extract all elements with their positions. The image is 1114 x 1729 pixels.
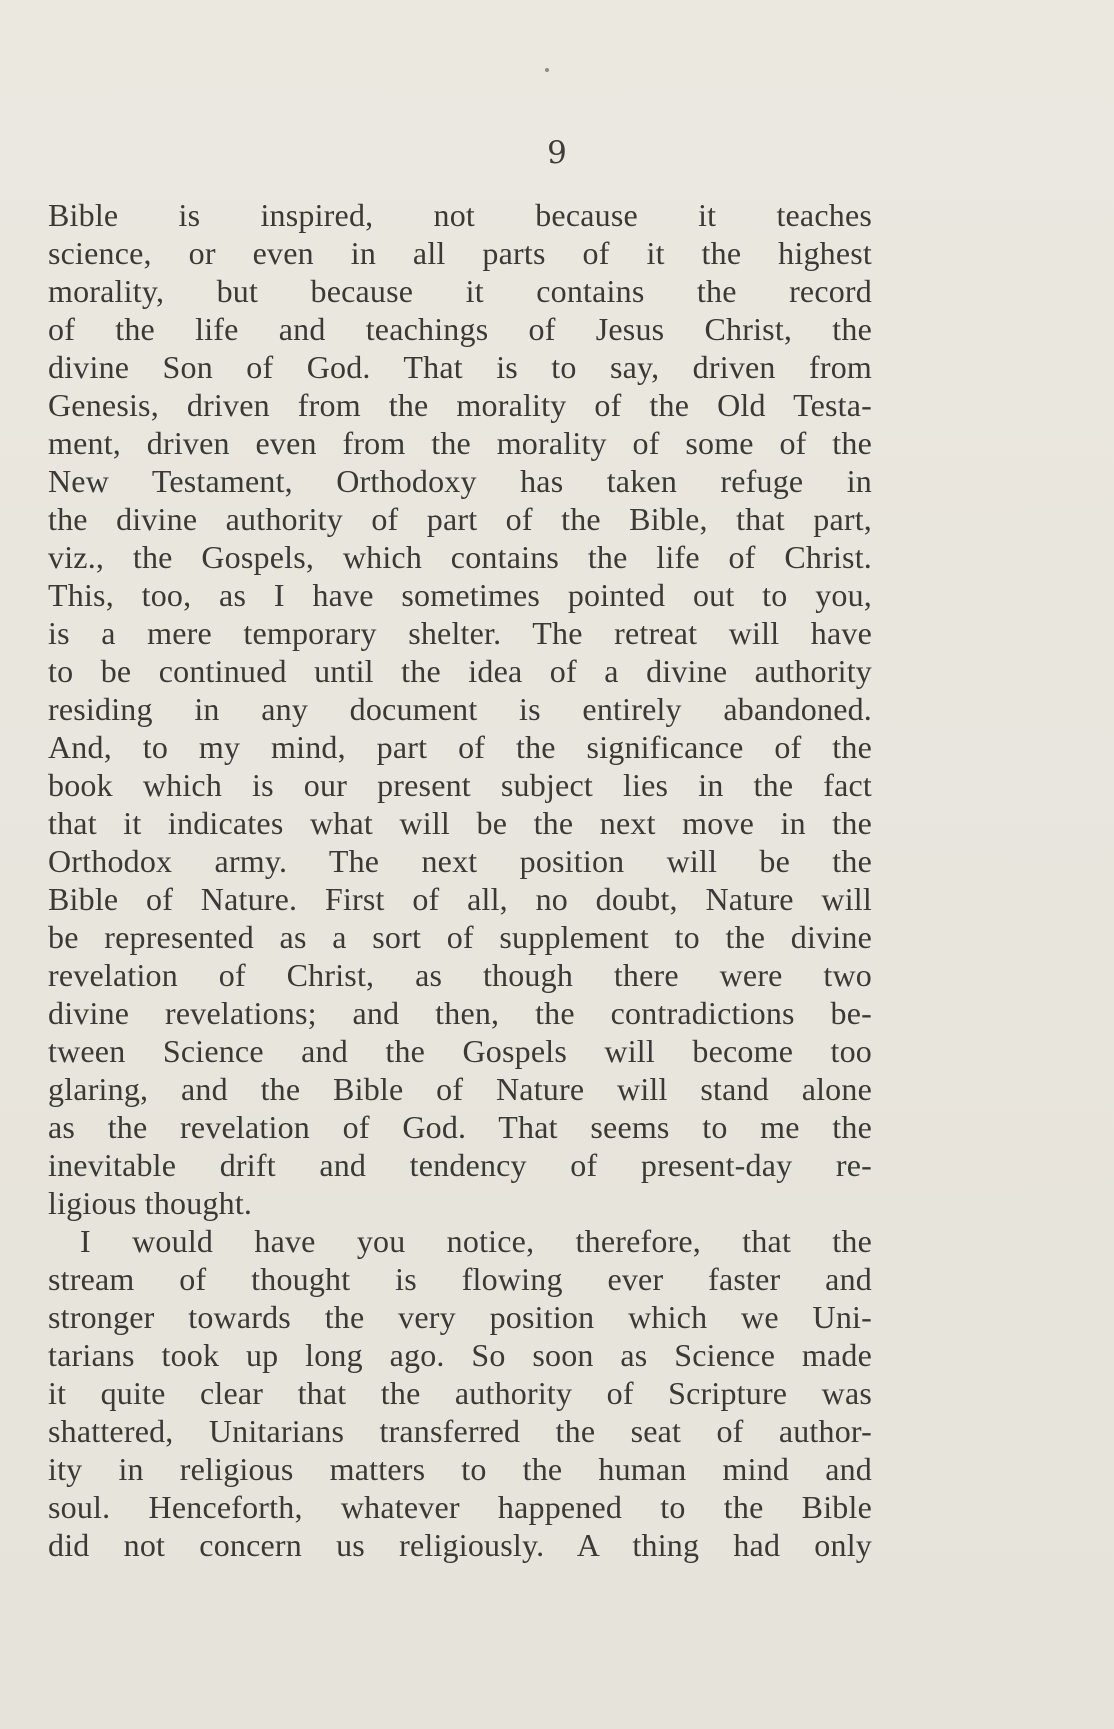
- text-line: to be continued until the idea of a divine authority: [48, 653, 872, 689]
- text-line: ligious thought.: [48, 1185, 253, 1221]
- body-text: [48, 196, 872, 1564]
- text-line: morality, but because it contains the record: [48, 273, 872, 309]
- paragraph-1: [48, 196, 872, 1222]
- text-line: did not concern us religiously. A thing had only: [48, 1527, 872, 1563]
- text-line: book which is our present subject lies in the fact: [48, 767, 872, 803]
- text-line: soul. Henceforth, whatever happened to the Bible: [48, 1489, 872, 1525]
- text-line: ment, driven even from the morality of some of the: [48, 425, 872, 461]
- text-line: of the life and teachings of Jesus Christ, the: [48, 311, 872, 347]
- text-line: I would have you notice, therefore, that the: [80, 1223, 872, 1259]
- text-line: Bible of Nature. First of all, no doubt, Nature will: [48, 881, 872, 917]
- text-line: inevitable drift and tendency of present-day re-: [48, 1147, 872, 1183]
- text-line: revelation of Christ, as though there were two: [48, 957, 872, 993]
- text-line: be represented as a sort of supplement to the divine: [48, 919, 872, 955]
- text-line: stronger towards the very position which we Uni-: [48, 1299, 872, 1335]
- text-line: residing in any document is entirely abandoned.: [48, 691, 872, 727]
- text-line: This, too, as I have sometimes pointed out to you,: [48, 577, 872, 613]
- text-line: the divine authority of part of the Bible, that part,: [48, 501, 872, 537]
- text-line: New Testament, Orthodoxy has taken refuge in: [48, 463, 872, 499]
- text-line: it quite clear that the authority of Scripture was: [48, 1375, 872, 1411]
- paragraph-2: [48, 1222, 872, 1564]
- text-line: divine Son of God. That is to say, driven from: [48, 349, 872, 385]
- page-number: 9: [547, 135, 567, 171]
- text-line: And, to my mind, part of the significance of the: [48, 729, 872, 765]
- text-line: science, or even in all parts of it the highest: [48, 235, 872, 271]
- text-line: tween Science and the Gospels will become too: [48, 1033, 872, 1069]
- text-line: as the revelation of God. That seems to me the: [48, 1109, 872, 1145]
- text-line: ity in religious matters to the human mind and: [48, 1451, 872, 1487]
- text-line: Bible is inspired, not because it teaches: [48, 197, 872, 233]
- text-line: that it indicates what will be the next move in the: [48, 805, 872, 841]
- text-line: glaring, and the Bible of Nature will stand alone: [48, 1071, 872, 1107]
- text-line: viz., the Gospels, which contains the life of Christ.: [48, 539, 872, 575]
- text-line: stream of thought is flowing ever faster and: [48, 1261, 872, 1297]
- text-line: shattered, Unitarians transferred the seat of author-: [48, 1413, 872, 1449]
- text-line: divine revelations; and then, the contradictions be-: [48, 995, 872, 1031]
- text-line: Genesis, driven from the morality of the Old Testa-: [48, 387, 872, 423]
- text-line: is a mere temporary shelter. The retreat will have: [48, 615, 872, 651]
- paper-speck: [545, 68, 549, 72]
- text-line: Orthodox army. The next position will be the: [48, 843, 872, 879]
- text-line: tarians took up long ago. So soon as Science made: [48, 1337, 872, 1373]
